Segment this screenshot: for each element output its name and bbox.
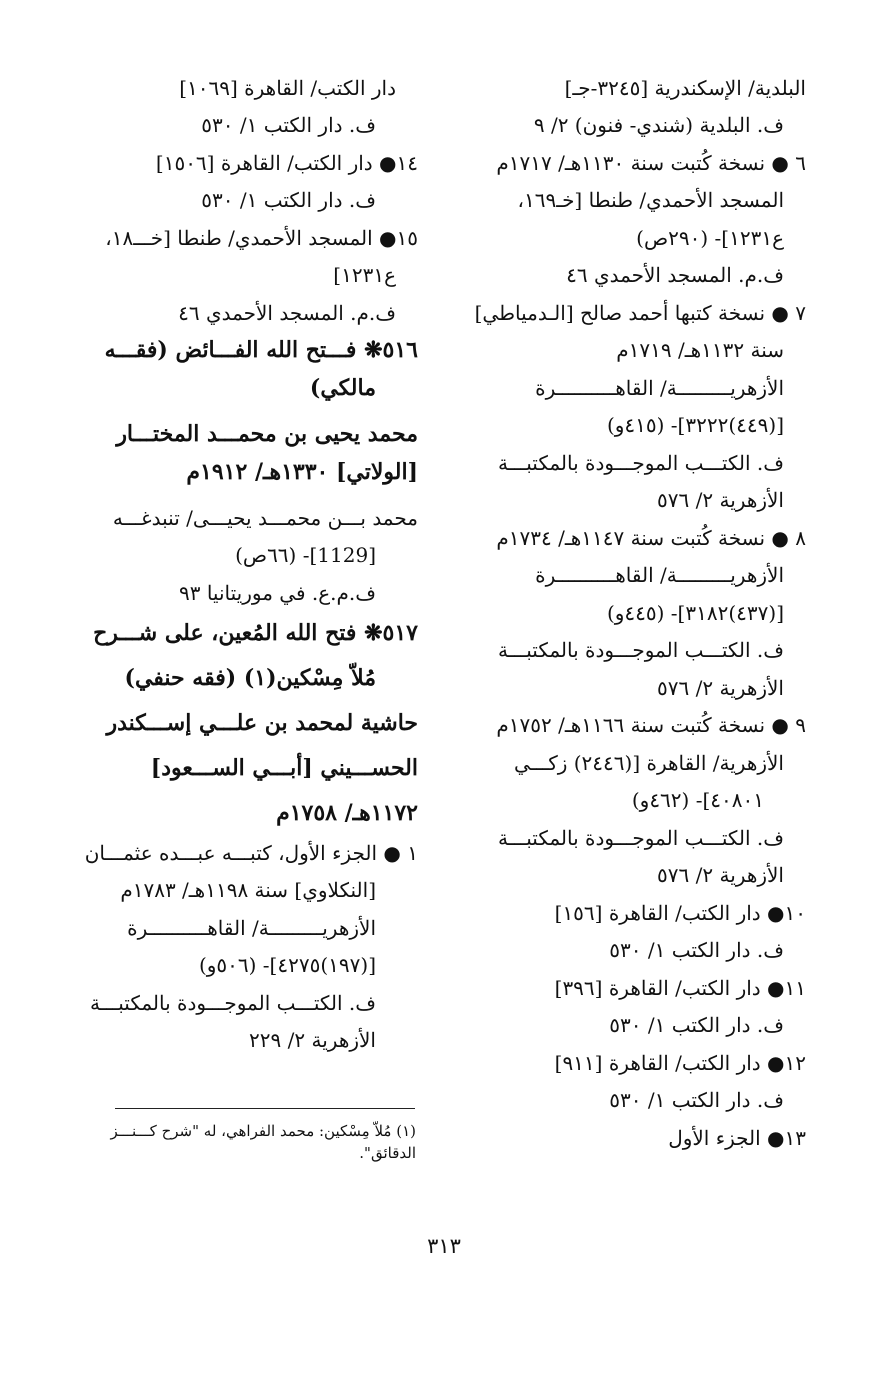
entry-14: ١٤● دار الكتب/ القاهرة [١٥٠٦] <box>155 151 418 175</box>
entry-516-author-dates: [الولاتي] ١٣٣٠هـ/ ١٩١٢م <box>186 459 418 485</box>
text-line: ف. دار الكتب ١/ ٥٣٠ <box>609 938 784 962</box>
text-line: [(٤٤٩)٣٢٢٢]- (٤١٥و) <box>606 413 784 437</box>
footnote-divider <box>115 1108 415 1109</box>
text-line: الأزهرية ٢/ ٥٧٦ <box>657 488 784 512</box>
entry-13: ١٣● الجزء الأول <box>668 1126 806 1150</box>
entry-9: ٩ ● نسخة كُتبت سنة ١١٦٦هـ/ ١٧٥٢م <box>496 713 806 737</box>
entry-516-title: ٥١٦❋ فـــتح الله الفـــائض (فقـــه <box>104 337 418 363</box>
text-line: الأزهرية ٢/ ٥٧٦ <box>657 676 784 700</box>
text-line: ف. البلدية (شندي- فنون) ٢/ ٩ <box>533 113 784 137</box>
entry-517-author: حاشية لمحمد بن علـــي إســـكندر <box>106 710 418 736</box>
text-line: سنة ١١٣٢هـ/ ١٧١٩م <box>616 338 784 362</box>
entry-517-author-dates: ١١٧٢هـ/ ١٧٥٨م <box>276 800 418 826</box>
text-line: [(٤٣٧)٣١٨٢]- (٤٤٥و) <box>606 601 784 625</box>
text-line: الأزهرية ٢/ ٥٧٦ <box>657 863 784 887</box>
text-line: البلدية/ الإسكندرية [٣٢٤٥-جـ] <box>564 76 806 100</box>
entry-516-author: محمد يحيى بن محمـــد المختـــار <box>116 421 418 447</box>
footnote-line: (١) مُلاّ مِسْكين: محمد الفراهي، له "شرح كـــنـــز <box>110 1122 416 1140</box>
entry-1: ١ ● الجزء الأول، كتبـــه عبـــده عثمـــان <box>84 841 418 865</box>
entry-12: ١٢● دار الكتب/ القاهرة [٩١١] <box>554 1051 806 1075</box>
entry-10: ١٠● دار الكتب/ القاهرة [١٥٦] <box>554 901 806 925</box>
entry-516-subject: مالكي) <box>309 375 376 401</box>
text-line: ف.م. المسجد الأحمدي ٤٦ <box>178 301 396 325</box>
entry-7: ٧ ● نسخة كتبها أحمد صالح [الـدمياطي] <box>474 301 806 325</box>
entry-6: ٦ ● نسخة كُتبت سنة ١١٣٠هـ/ ١٧١٧م <box>496 151 806 175</box>
text-line: الأزهرية ٢/ ٢٢٩ <box>249 1028 376 1052</box>
entry-8: ٨ ● نسخة كُتبت سنة ١١٤٧هـ/ ١٧٣٤م <box>496 526 806 550</box>
text-line: ف. دار الكتب ١/ ٥٣٠ <box>201 188 376 212</box>
text-line: [(١٩٧)٤٢٧٥]- (٥٠٦و) <box>198 953 376 977</box>
text-line: الأزهريـــــــــة/ القاهــــــــــرة <box>535 376 784 400</box>
text-line: ف. دار الكتب ١/ ٥٣٠ <box>609 1013 784 1037</box>
text-line: ٤٠٨٠١]- (٤٦٢و) <box>631 788 764 812</box>
text-line: ف.م.ع. في موريتانيا ٩٣ <box>178 581 376 605</box>
footnote-line: الدقائق". <box>359 1144 416 1162</box>
text-line: المسجد الأحمدي/ طنطا [خـ١٦٩، <box>517 188 784 212</box>
text-line: محمد بـــن محمـــد يحيـــى/ تنبدغـــه <box>112 506 418 530</box>
text-line: الأزهريـــــــــة/ القاهــــــــــرة <box>535 563 784 587</box>
text-line: ف. الكتـــب الموجـــودة بالمكتبـــة <box>497 451 784 475</box>
text-line: ف. الكتـــب الموجـــودة بالمكتبـــة <box>497 638 784 662</box>
text-line: ف. الكتـــب الموجـــودة بالمكتبـــة <box>89 991 376 1015</box>
page-number: ٣١٣ <box>427 1234 461 1258</box>
text-line: ع١٢٣١] <box>333 263 396 287</box>
text-line: [1129]- (٦٦ص) <box>235 543 376 567</box>
text-line: ف. دار الكتب ١/ ٥٣٠ <box>609 1088 784 1112</box>
text-line: ف. دار الكتب ١/ ٥٣٠ <box>201 113 376 137</box>
text-line: دار الكتب/ القاهرة [١٠٦٩] <box>179 76 396 100</box>
entry-517-subject: مُلاّ مِسْكين(١) (فقه حنفي) <box>124 665 376 691</box>
entry-15: ١٥● المسجد الأحمدي/ طنطا [خـــ١٨، <box>105 226 418 250</box>
text-line: الأزهريـــــــــة/ القاهــــــــــرة <box>127 916 376 940</box>
entry-517-author-name: الحســـيني [أبـــي الســـعود] <box>150 755 418 781</box>
text-line: [النكلاوي] سنة ١١٩٨هـ/ ١٧٨٣م <box>120 878 376 902</box>
footnote <box>96 1120 416 1164</box>
text-line: ع١٢٣١]- (٢٩٠ص) <box>636 226 784 250</box>
entry-517-title: ٥١٧❋ فتح الله المُعين، على شـــرح <box>93 620 418 646</box>
text-line: الأزهرية/ القاهرة [(٢٤٤٦) زكـــي <box>513 751 784 775</box>
text-line: ف.م. المسجد الأحمدي ٤٦ <box>566 263 784 287</box>
entry-11: ١١● دار الكتب/ القاهرة [٣٩٦] <box>554 976 806 1000</box>
text-line: ف. الكتـــب الموجـــودة بالمكتبـــة <box>497 826 784 850</box>
